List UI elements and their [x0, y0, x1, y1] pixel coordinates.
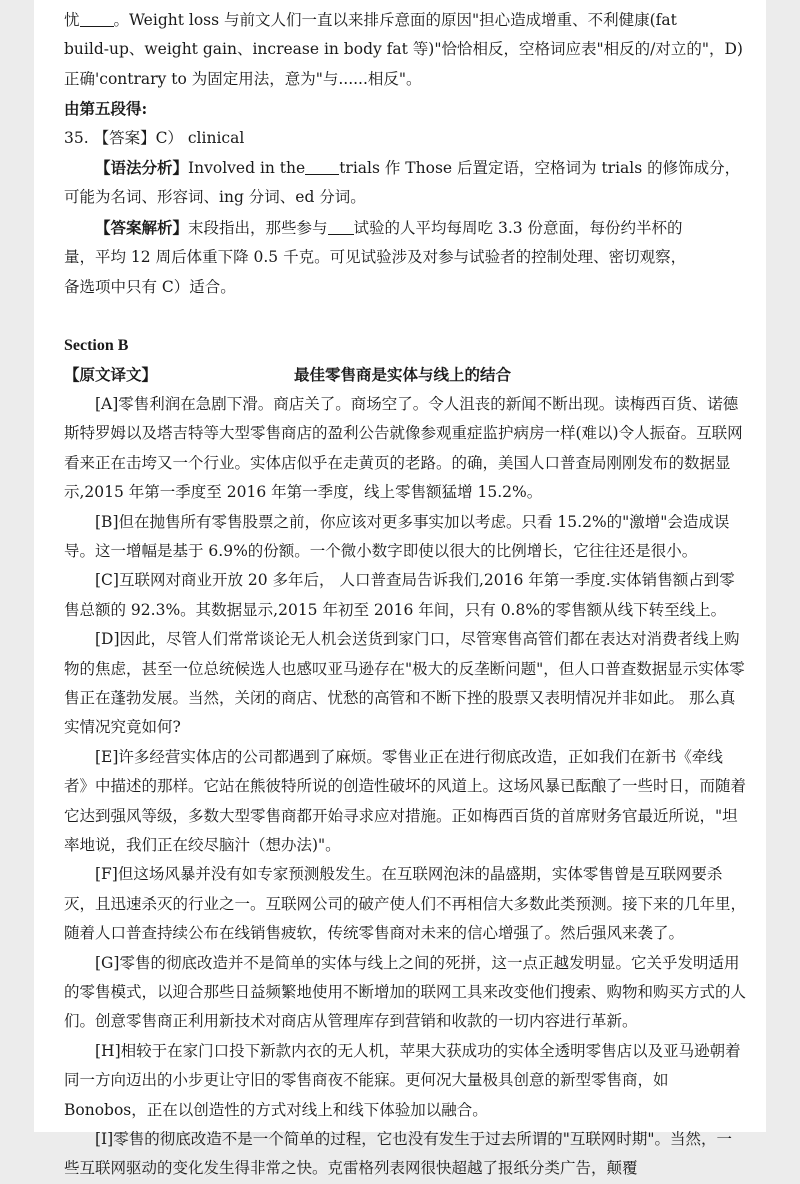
translation-label: 【原文译文】	[64, 365, 158, 385]
text-fragment: Involved in the	[188, 159, 306, 178]
text-line: build-up、weight gain、increase in body fat 等)"恰恰相反，空格词应表"相反的/对立的"，D)	[64, 40, 743, 59]
passage-paragraph-a: [A]零售利润在急剧下滑。商店关了。商场空了。令人沮丧的新闻不断出现。读梅西百货、诺德斯特罗姆以及塔吉特等大型零售商店的盈利公告就像参观重症监护病房一样(难以)令人振奋。互联网看来正在击垮又一个行业。实体店似乎在走黄页的老路。的确，美国人口普查局刚刚发布的数据显示,2015 年第一季度至 2016 年第一季度，线上零售额猛增 15.2%。	[64, 394, 743, 502]
text-fragment: 。Weight loss 与前文人们一直以来排斥意面的原因"担心造成增重、不利健康(fat	[113, 11, 677, 29]
passage-title: 最佳零售商是实体与线上的结合	[294, 365, 512, 385]
passage-title-row	[64, 360, 746, 389]
grammar-label: 【语法分析】	[95, 158, 189, 178]
section-heading: Section B	[64, 337, 129, 355]
answer-label: 【答案解析】	[95, 217, 189, 237]
text-fragment: 忧	[64, 11, 80, 29]
passage-paragraph-e: [E]许多经营实体店的公司都遇到了麻烦。零售业正在进行彻底改造，正如我们在新书《牵线者》中描述的那样。它站在熊彼特所说的创造性破坏的风道上。这场风暴已酝酿了一些时日，而随着它达到强风等级，多数大型零售商都开始寻求应对措施。正如梅西百货的首席财务官最近所说，"坦率地说，我们正在绞尽脑汁（想办法)"。	[64, 747, 747, 854]
answer-blank	[80, 11, 114, 28]
text-fragment: 试验的人平均每周吃 3.3 份意面，每份约半杯的	[353, 218, 683, 237]
answer-blank	[328, 218, 354, 235]
document-content	[64, 6, 746, 1184]
passage-paragraph-d: [D]因此，尽管人们常常谈论无人机会送货到家门口，尽管寒售高管们都在表达对消费者线上购物的焦虑，甚至一位总统候选人也感叹亚马逊存在"极大的反垄断问题"，但人口普查数据显示实体零售正在蓬勃发展。当然，关闭的商店、忧愁的高管和不断下挫的股票又表明情况并非如此。 那么真实情况究竟如何?	[64, 630, 745, 737]
grammar-analysis	[64, 153, 746, 183]
passage-paragraph-f: [F]但这场风暴并没有如专家预测般发生。在互联网泡沫的晶盛期，实体零售曾是互联网要杀灭，且迅速杀灭的行业之一。互联网公司的破产使人们不再相信大多数此类预测。接下来的几年里，随着人口普查持续公布在线销售疲软，传统零售商对未来的信心增强了。然后强风来袭了。	[64, 865, 747, 943]
passage-paragraph-g: [G]零售的彻底改造并不是简单的实体与线上之间的死拼，这一点正越发明显。它关乎发明适用的零售模式，以迎合那些日益频繁地使用不断增加的联网工具来改变他们搜索、购物和购买方式的人们。创意零售商正利用新技术对商店从管理库存到营销和收款的一切内容进行革新。	[64, 953, 747, 1031]
passage-paragraph-c: [C]互联网对商业开放 20 多年后， 人口普查局告诉我们,2016 年第一季度.实体销售额占到零售总额的 92.3%。其数据显示,2015 年初至 2016 年间，只有 0.8%的零售额从线下转至线上。	[64, 571, 735, 619]
text-line: 量，平均 12 周后体重下降 0.5 千克。可见试验涉及对参与试验者的控制处理、密切观察，	[64, 248, 687, 267]
answer-analysis	[64, 213, 746, 243]
text-fragment: 末段指出，那些参与	[188, 218, 328, 237]
text-line: 正确'contrary to 为固定用法，意为"与......相反"。	[64, 69, 422, 88]
text-line: 备选项中只有 C）适合。	[64, 277, 236, 296]
text-line	[64, 6, 746, 35]
passage-paragraph-b: [B]但在抛售所有零售股票之前，你应该对更多事实加以考虑。只看 15.2%的"激增"会造成误导。这一增幅是基于 6.9%的份额。一个微小数字即使以很大的比例增长，它往往还是很小。	[64, 512, 730, 560]
passage-paragraph-h: [H]相较于在家门口投下新款内衣的无人机，苹果大获成功的实体全透明零售店以及亚马逊朝着同一方向迈出的小步更让守旧的零售商夜不能寐。更何况大量极具创意的新型零售商，如 Bonobos，正在以创造性的方式对线上和线下体验加以融合。	[64, 1041, 741, 1119]
text-fragment: trials 作 Those 后置定语，空格词为 trials 的修饰成分，	[339, 159, 741, 178]
answer-blank	[305, 159, 339, 176]
question-answer: 35. 【答案】C） clinical	[64, 128, 245, 147]
paragraph-heading: 由第五段得:	[64, 99, 148, 119]
passage-paragraph-i: [I]零售的彻底改造不是一个简单的过程，它也没有发生于过去所谓的"互联网时期"。当然，一些互联网驱动的变化发生得非常之快。克雷格列表网很快超越了报纸分类广告，颠覆	[64, 1130, 732, 1178]
text-line: 可能为名词、形容词、ing 分词、ed 分词。	[64, 188, 366, 207]
document-page	[34, 0, 766, 1178]
